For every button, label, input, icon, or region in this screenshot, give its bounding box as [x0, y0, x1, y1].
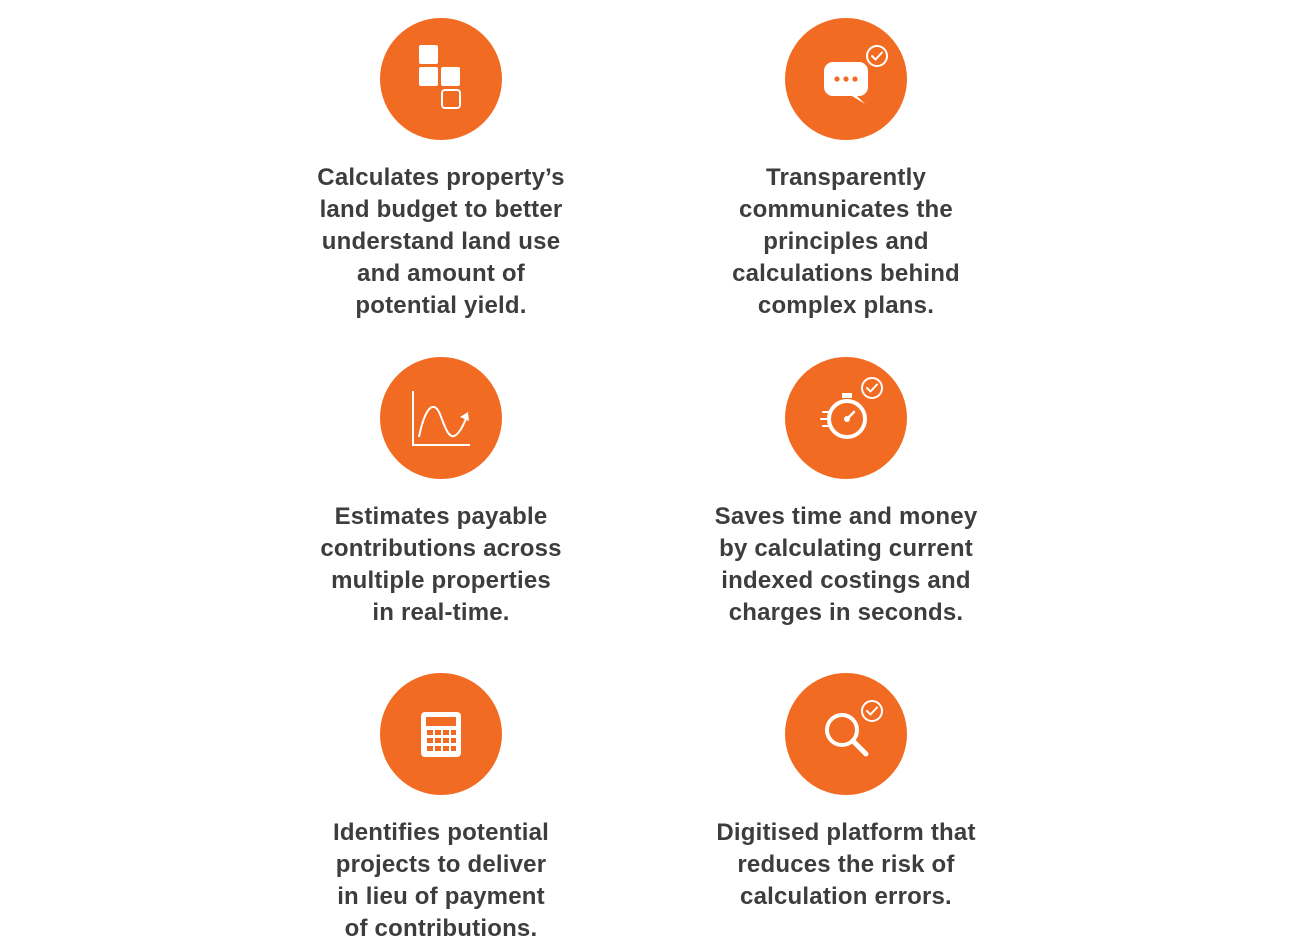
feature-saves-time: [686, 357, 1006, 629]
stopwatch-check-icon: [785, 357, 907, 479]
feature-caption: [281, 162, 601, 322]
caption-line: in real-time.: [372, 599, 510, 626]
caption-line: complex plans.: [757, 292, 935, 319]
caption-line: Transparently: [766, 164, 926, 191]
search-check-icon: [785, 673, 907, 795]
growth-chart-icon: [380, 357, 502, 479]
feature-transparency: [686, 18, 1006, 322]
icon-circle: [785, 18, 907, 140]
feature-digitised-platform: [686, 673, 1006, 913]
icon-circle: [380, 357, 502, 479]
feature-caption: [281, 817, 601, 945]
chat-check-icon: [785, 18, 907, 140]
caption-line: principles and: [763, 228, 929, 255]
caption-line: reduces the risk of: [737, 851, 955, 878]
caption-line: calculation errors.: [740, 883, 952, 910]
feature-caption: [686, 501, 1006, 629]
icon-circle: [785, 673, 907, 795]
caption-line: and amount of: [357, 260, 525, 287]
caption-line: in lieu of payment: [337, 883, 545, 910]
icon-circle: [380, 673, 502, 795]
caption-line: land budget to better: [319, 196, 563, 223]
caption-line: of contributions.: [344, 915, 538, 942]
feature-contributions-estimate: [281, 357, 601, 629]
caption-line: calculations behind: [732, 260, 960, 287]
feature-caption: [686, 162, 1006, 322]
feature-caption: [686, 817, 1006, 913]
caption-line: potential yield.: [355, 292, 527, 319]
caption-line: indexed costings and: [721, 567, 971, 594]
feature-identify-projects: [281, 673, 601, 945]
caption-line: Digitised platform that: [716, 819, 976, 846]
feature-caption: [281, 501, 601, 629]
caption-line: multiple properties: [331, 567, 551, 594]
caption-line: Identifies potential: [332, 819, 549, 846]
blocks-icon: [380, 18, 502, 140]
caption-line: Calculates property’s: [317, 164, 565, 191]
caption-line: Saves time and money: [714, 503, 978, 530]
caption-line: Estimates payable: [334, 503, 548, 530]
calculator-icon: [380, 673, 502, 795]
caption-line: communicates the: [739, 196, 953, 223]
icon-circle: [785, 357, 907, 479]
feature-land-budget: [281, 18, 601, 322]
caption-line: understand land use: [321, 228, 561, 255]
caption-line: contributions across: [320, 535, 562, 562]
icon-circle: [380, 18, 502, 140]
caption-line: projects to deliver: [335, 851, 547, 878]
caption-line: by calculating current: [719, 535, 973, 562]
caption-line: charges in seconds.: [728, 599, 964, 626]
